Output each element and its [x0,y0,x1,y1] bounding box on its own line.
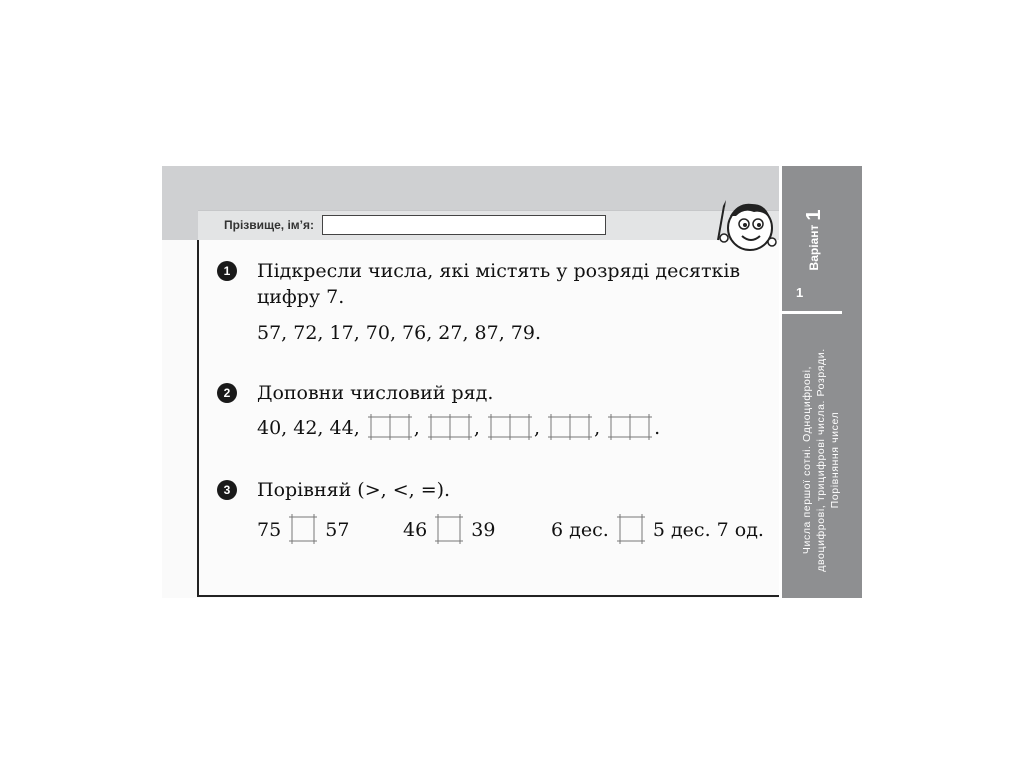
topic-line-3: Порівняння чисел [829,411,841,509]
task-2-sequence [257,414,660,441]
comparison-3 [551,514,764,545]
answer-box[interactable] [368,414,412,440]
sequence-separator: , [533,417,541,439]
comparison-left: 6 дес. [551,519,609,541]
sequence-separator: , [594,417,601,439]
topic-line-2: двоцифрові, трицифрові числа. Розряди. [815,348,827,572]
name-label: Прізвище, ім’я: [224,218,315,232]
task-1-numbers[interactable]: 57, 72, 17, 70, 76, 27, 87, 79. [257,322,542,344]
sequence-start: 40, 42, 44, [257,417,360,439]
page-number: 1 [796,285,804,300]
sidebar-divider [782,311,842,314]
task-3-badge: 3 [217,480,237,500]
variant-number: 1 [802,209,825,221]
sequence-separator: , [413,417,420,439]
sequence-separator: , [473,417,480,439]
topic-line-1: Числа першої сотні. Одноцифрові, [801,365,813,555]
comparison-box[interactable] [435,514,463,544]
answer-box[interactable] [608,414,652,440]
comparison-right: 57 [325,519,350,541]
task-1-text-line-1: Підкресли числа, які містять у розряді десятків [257,260,741,282]
task-2-text: Доповни числовий ряд. [257,382,494,404]
comparison-left: 46 [403,519,428,541]
answer-box[interactable] [428,414,472,440]
task-1-badge: 1 [217,261,237,281]
comparison-1 [257,514,349,545]
topic-text [800,330,848,590]
answer-box[interactable] [548,414,592,440]
comparison-box[interactable] [617,514,645,544]
variant-word: Варіант [807,224,821,271]
mascot-illustration [708,198,780,254]
task-2-badge: 2 [217,383,237,403]
sequence-end: . [654,417,661,439]
comparison-left: 75 [257,519,282,541]
task-1-text-line-2: цифру 7. [257,286,345,308]
name-field[interactable] [322,215,606,235]
answer-box[interactable] [488,414,532,440]
comparison-right: 39 [471,519,496,541]
task-3-text: Порівняй (>, <, =). [257,479,451,501]
comparison-2 [403,514,495,545]
variant-label [779,210,849,270]
comparison-right: 5 дес. 7 од. [652,519,764,541]
comparison-box[interactable] [289,514,317,544]
